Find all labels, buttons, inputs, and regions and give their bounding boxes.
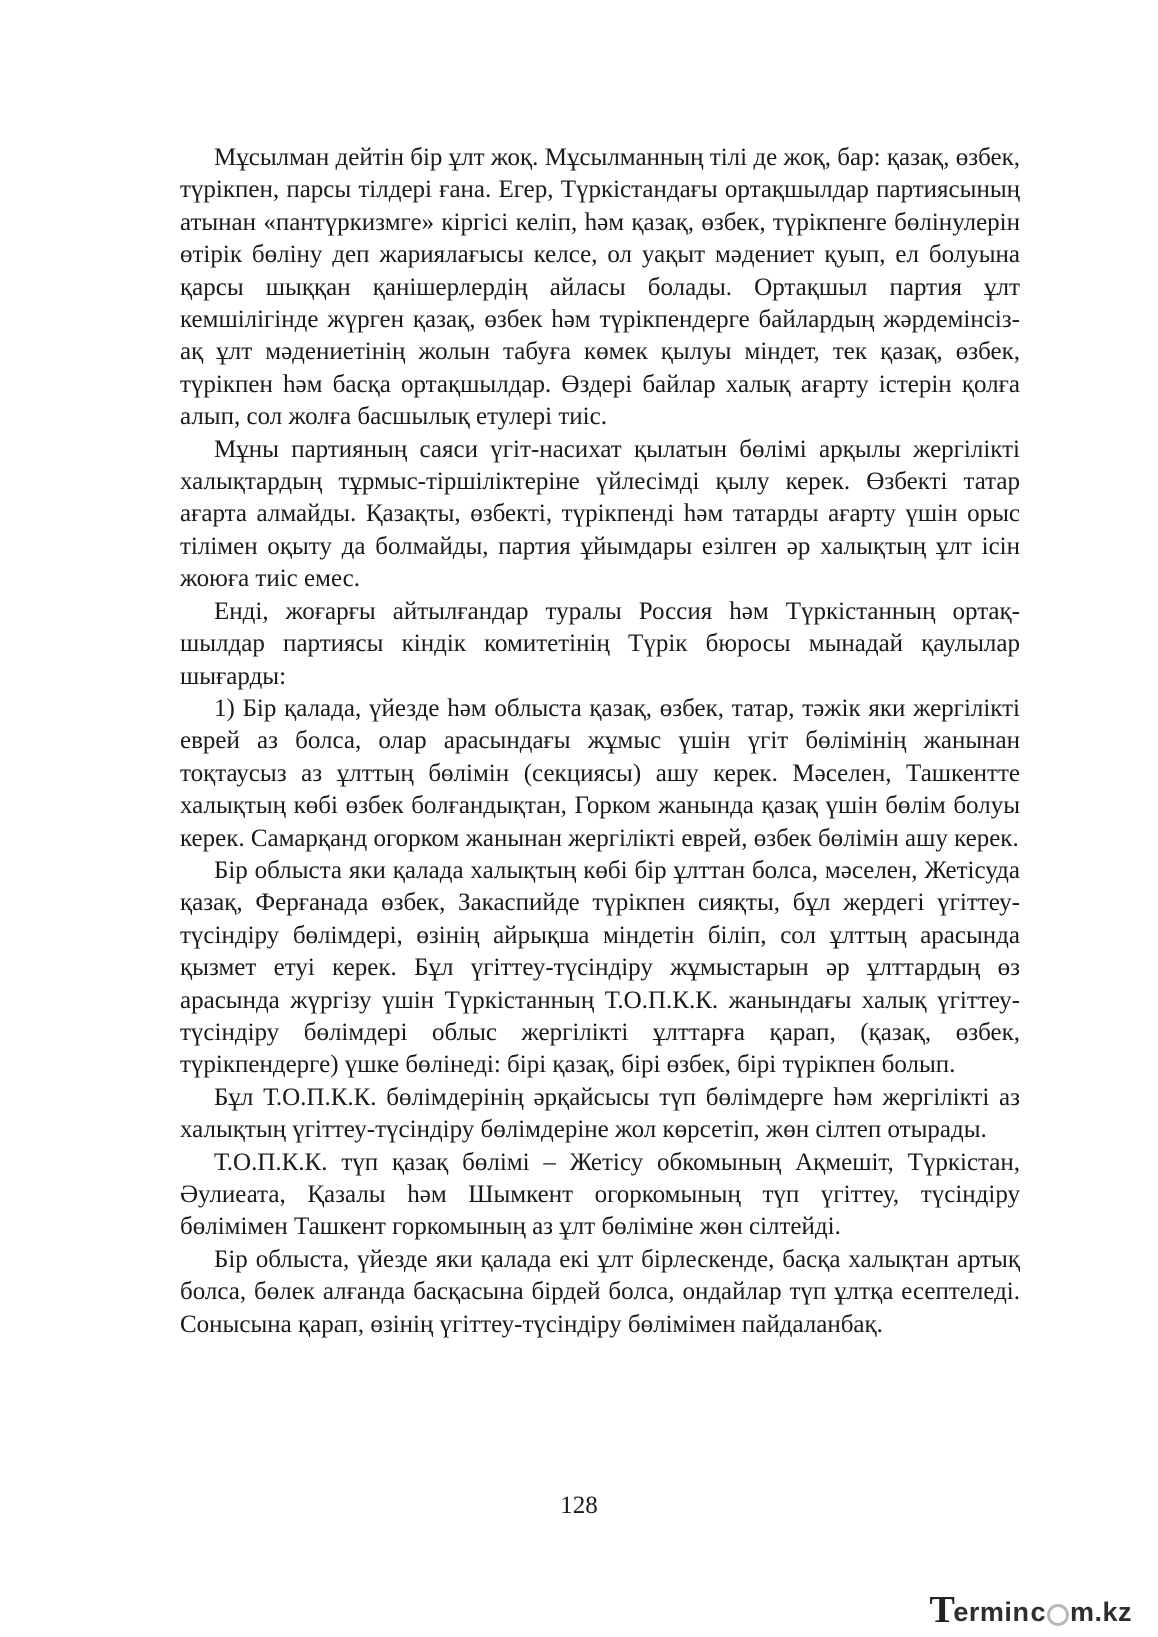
magnifier-o-icon <box>1047 1604 1069 1626</box>
paragraph-1: Мұсылман дейтін бір ұлт жоқ. Мұсылманның тілі де жоқ, бар: қазақ, өзбек, түрікпен, парсы тілдері ғана. Егер, Түркістандағы ортақшылдар партиясының атынан «пантүркизмге» кіргісі келіп, һәм қазақ, өзбек, түрікпенге бөлінулерін өтірік бөліну деп жариялағысы келсе, ол уақыт мәдениет қуып, ел болуына қарсы шыққан қанішерлердің айласы болады. Ортақшыл партия ұлт кемшілігінде жүрген қазақ, өзбек һәм түрікпендерге байлардың жәрдемінсіз-ақ ұлт мәдениетінің жолын табуға көмек қылуы міндет, тек қазақ, өзбек, түрікпен һәм басқа ортақшылдар. Өздері байлар халық ағарту істерін қолға алып, сол жолға басшылық етулері тиіс. <box>180 144 1020 431</box>
page-number: 128 <box>560 1492 598 1519</box>
paragraph-5: Бір облыста яки қалада халықтың көбі бір ұлттан болса, мәселен, Жетісуда қазақ, Ферғанада өзбек, Закаспийде түрікпен сияқты, бұл жердегі үгіттеу-түсіндіру бөлімдері, өзінің айрықша міндетін біліп, сол ұлттың арасында қызмет етуі керек. Бұл үгіттеу-түсіндіру жұмыстарын әр ұлттардың өз арасында жүргізу үшін Түркістанның Т.О.П.К.К. жанындағы халық үгіттеу-түсіндіру бөлімдері облыс жергілікті ұлттарға қарап, (қазақ, өзбек, түрікпендерге) үшке бөлінеді: бірі қазақ, бірі өзбек, бірі түрікпен болып. <box>180 856 1020 1079</box>
watermark-text-end: m.kz <box>1069 1596 1132 1627</box>
watermark-text-start: ermin <box>953 1596 1030 1627</box>
paragraph-4: 1) Бір қалада, үйезде һәм облыста қазақ, өзбек, татар, тәжік яки жергілікті еврей аз болса, олар арасындағы жұмыс үшін үгіт бөлімінің жанынан тоқтаусыз аз ұлттың бөлімін (секциясы) ашу керек. Мәселен, Ташкентте халықтың көбі өзбек болғандықтан, Горком жанында қазақ үшін бөлім болуы керек. Самарқанд огорком жанынан жергілікті еврей, өзбек бөлімін ашу керек. <box>180 694 1020 852</box>
paragraph-7: Т.О.П.К.К. түп қазақ бөлімі – Жетісу обкомының Ақмешіт, Түркістан, Әулиеата, Қазалы һәм Шымкент огоркомының түп үгіттеу, түсіндіру бөлімімен Ташкент горкомының аз ұлт бөліміне жөн сілтейді. <box>180 1148 1020 1241</box>
paragraph-8: Бір облыста, үйезде яки қалада екі ұлт бірлескенде, басқа халықтан артық болса, бөлек алғанда басқасына бірдей болса, ондайлар түп ұлтқа есептеледі. Сонысына қарап, өзінің үгіттеу-түсіндіру бөлімімен пайдаланбақ. <box>180 1245 1020 1338</box>
text-body <box>180 142 1020 1341</box>
paragraph-2: Мұны партияның саяси үгіт-насихат қылатын бөлімі арқылы жергілікті халықтардың тұрмыс-тіршіліктеріне үйлесімді қылу керек. Өзбекті татар ағарта алмайды. Қазақты, өзбекті, түрікпенді һәм татарды ағарту үшін орыс тілімен оқыту да болмайды, партия ұйымдары езілген әр халықтың ұлт ісін жоюға тиіс емес. <box>180 435 1020 593</box>
watermark-logo: T ermin c m.kz <box>929 1589 1132 1631</box>
watermark-t-letter: T <box>929 1589 956 1631</box>
paragraph-3: Енді, жоғарғы айтылғандар туралы Россия һәм Түркістанның ортақшылдар партиясы кіндік комитетінің Түрік бюросы мынадай қаулылар шығарды: <box>180 597 1020 690</box>
paragraph-6: Бұл Т.О.П.К.К. бөлімдерінің әрқайсысы түп бөлімдерге һәм жергілікті аз халықтың үгіттеу-түсіндіру бөлімдеріне жол көрсетіп, жөн сілтеп отырады. <box>180 1083 1020 1144</box>
